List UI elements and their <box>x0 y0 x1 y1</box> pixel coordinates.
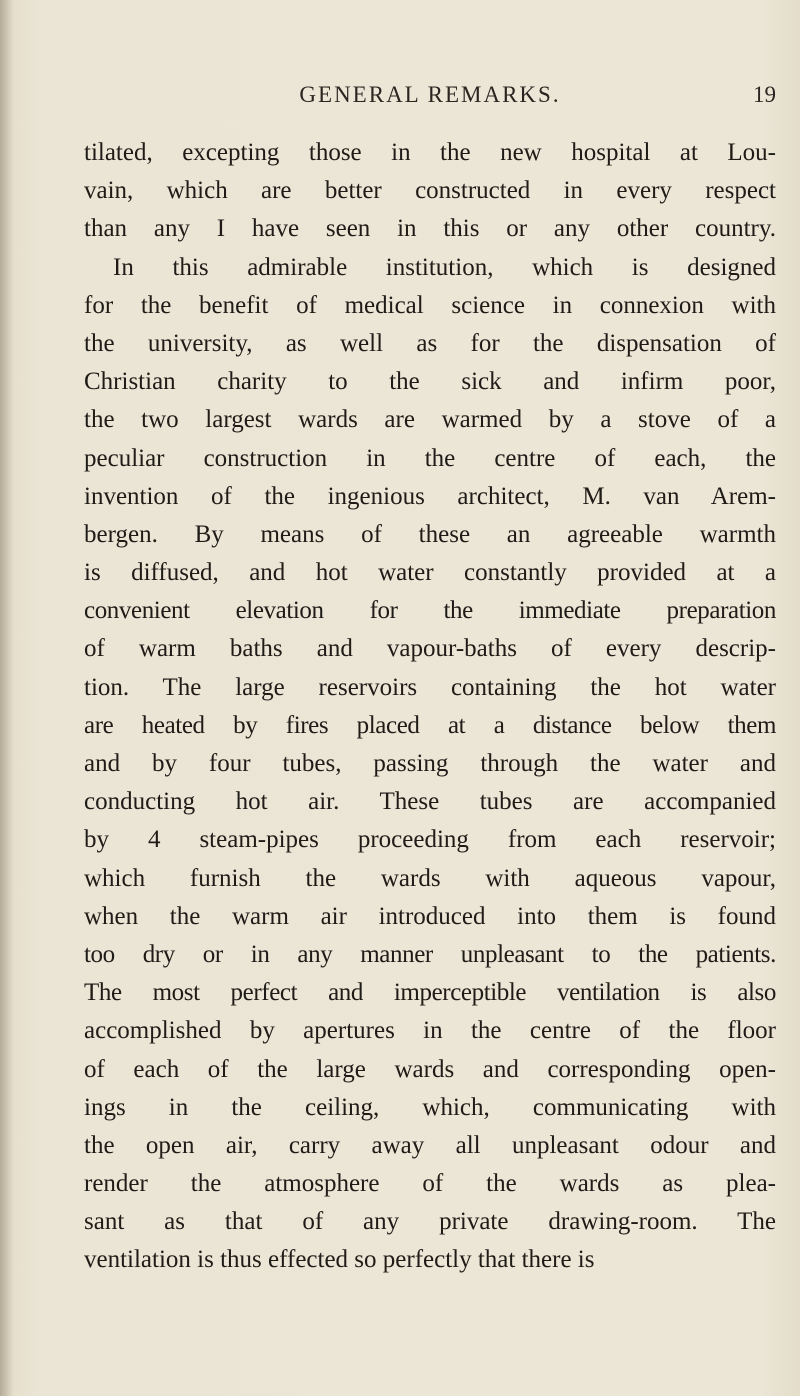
text-line: of each of the large wards and corresponding open- <box>84 1055 776 1083</box>
text-line: render the atmosphere of the wards as plea- <box>84 1170 776 1198</box>
text-line: the university, as well as for the dispensation of <box>84 329 776 357</box>
text-line: which furnish the wards with aqueous vapour, <box>84 864 776 892</box>
text-line: are heated by fires placed at a distance below them <box>84 711 776 739</box>
text-line: convenient elevation for the immediate preparation <box>84 597 776 625</box>
text-line: ings in the ceiling, which, communicating with <box>84 1093 776 1121</box>
running-head <box>84 82 776 116</box>
text-line: sant as that of any private drawing-room. The <box>84 1208 776 1236</box>
text-line: The most perfect and imperceptible ventilation is also <box>84 979 776 1007</box>
body-text <box>84 134 776 1280</box>
text-line: vain, which are better constructed in every respect <box>84 177 776 205</box>
text-line: for the benefit of medical science in connexion with <box>84 291 776 319</box>
text-line: peculiar construction in the centre of each, the <box>84 444 776 472</box>
text-line: of warm baths and vapour-baths of every descrip- <box>84 635 776 663</box>
text-line: when the warm air introduced into them is found <box>84 902 776 930</box>
running-head-title: GENERAL REMARKS. <box>299 82 561 107</box>
text-line: the two largest wards are warmed by a stove of a <box>84 406 776 434</box>
text-line: is diffused, and hot water constantly provided at a <box>84 559 776 587</box>
text-line: and by four tubes, passing through the water and <box>84 750 776 777</box>
text-line: Christian charity to the sick and infirm poor, <box>84 368 776 396</box>
text-line: than any I have seen in this or any other country. <box>84 215 776 243</box>
text-line: tion. The large reservoirs containing the hot water <box>84 673 776 701</box>
text-line: invention of the ingenious architect, M. van Arem- <box>84 482 776 510</box>
text-line: ventilation is thus effected so perfectly that there is <box>84 1246 595 1274</box>
page-number: 19 <box>753 82 776 107</box>
text-line: tilated, excepting those in the new hospital at Lou- <box>84 139 776 166</box>
text-line: conducting hot air. These tubes are accompanied <box>84 788 776 816</box>
page-gutter-shadow <box>0 0 14 1396</box>
text-line: the open air, carry away all unpleasant odour and <box>84 1131 776 1159</box>
text-line: In this admirable institution, which is designed <box>113 253 776 281</box>
text-line: accomplished by apertures in the centre of the floor <box>84 1017 776 1045</box>
text-line: bergen. By means of these an agreeable warmth <box>84 520 776 548</box>
text-line: too dry or in any manner unpleasant to the patients. <box>84 940 776 968</box>
text-line: by 4 steam-pipes proceeding from each reservoir; <box>84 826 776 854</box>
